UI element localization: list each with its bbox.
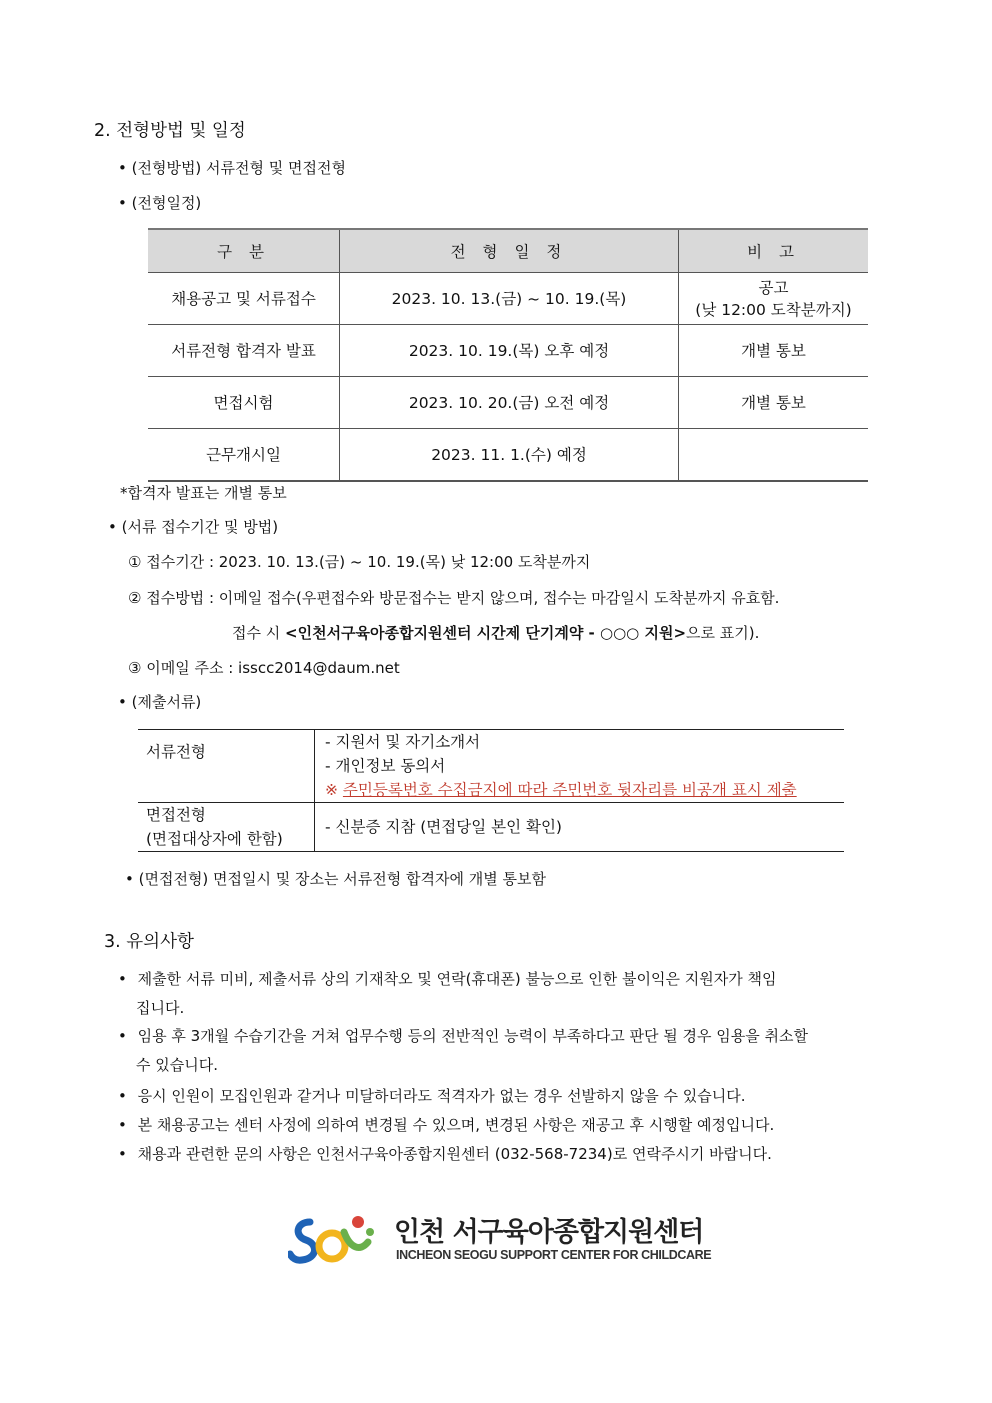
table-row [148, 429, 868, 482]
interview-note: (면접전형) 면접일시 및 장소는 서류전형 합격자에 개별 통보함 [138, 870, 546, 888]
notice-item: • 임용 후 3개월 수습기간을 거쳐 업무수행 등의 전반적인 능력이 부족하다고 판단 될 경우 임용을 취소할 [118, 1027, 809, 1045]
schedule-table [148, 228, 868, 482]
header-date: 전 형 일 정 [340, 229, 679, 273]
notice-text: 채용과 관련한 문의 사항은 인천서구육아종합지원센터 (032-568-7234)로 연락주시기 바랍니다. [137, 1145, 772, 1163]
logo-name-ko: 인천 서구육아종합지원센터 [394, 1217, 704, 1248]
schedule-bullet: • (전형일정) [118, 194, 202, 212]
row-category: 서류전형 합격자 발표 [148, 325, 340, 377]
logo-name-en: INCHEON SEOGU SUPPORT CENTER FOR CHILDCARE [396, 1248, 712, 1262]
receipt-period: ① 접수기간 : 2023. 10. 13.(금) ~ 10. 19.(목) 낮 12:00 도착분까지 [128, 553, 591, 571]
logo-mark-icon [288, 1212, 378, 1272]
schedule-label: (전형일정) [131, 194, 202, 212]
notice-item: • 채용과 관련한 문의 사항은 인천서구육아종합지원센터 (032-568-7234)로 연락주시기 바랍니다. [118, 1145, 772, 1163]
docs-item: - 개인정보 동의서 [325, 757, 446, 775]
notice-text: 제출한 서류 미비, 제출서류 상의 기재착오 및 연락(휴대폰) 불능으로 인한 불이익은 지원자가 책임 [137, 970, 777, 988]
docs-title: (제출서류) [131, 693, 202, 711]
docs-row-interview [138, 803, 844, 852]
row-date: 2023. 10. 20.(금) 오전 예정 [340, 377, 679, 429]
notice-item: • 제출한 서류 미비, 제출서류 상의 기재착오 및 연락(휴대폰) 불능으로 인한 불이익은 지원자가 책임 [118, 970, 777, 988]
method-text: (전형방법) 서류전형 및 면접전형 [131, 159, 347, 177]
docs-key-line2: (면접대상자에 한함) [146, 830, 283, 848]
interview-bullet: • (면접전형) 면접일시 및 장소는 서류전형 합격자에 개별 통보함 [125, 870, 546, 888]
notice-item: • 응시 인원이 모집인원과 같거나 미달하더라도 적격자가 없는 경우 선발하지 않을 수 있습니다. [118, 1087, 746, 1105]
row-category: 채용공고 및 서류접수 [148, 273, 340, 325]
row-category: 근무개시일 [148, 429, 340, 482]
table-row [148, 273, 868, 325]
row-note [679, 273, 869, 325]
docs-items-document [315, 730, 845, 803]
notice-text: 응시 인원이 모집인원과 같거나 미달하더라도 적격자가 없는 경우 선발하지 않을 수 있습니다. [137, 1087, 746, 1105]
receipt-bullet: • (서류 접수기간 및 방법) [108, 518, 279, 536]
receipt-method-cont [232, 622, 759, 643]
section2-title: 2. 전형방법 및 일정 [94, 121, 246, 141]
receipt-title: (서류 접수기간 및 방법) [121, 518, 279, 536]
receipt-method-bold: <인천서구육아종합지원센터 시간제 단기계약 - ○○○ 지원> [285, 624, 687, 642]
row-note-line1: 공고 [758, 278, 789, 297]
row-note: 개별 통보 [679, 325, 869, 377]
row-date: 2023. 10. 13.(금) ~ 10. 19.(목) [340, 273, 679, 325]
receipt-method: ② 접수방법 : 이메일 접수(우편접수와 방문접수는 받지 않으며, 접수는 마감일시 도착분까지 유효함. [128, 589, 780, 607]
header-note: 비 고 [679, 229, 869, 273]
docs-row-document [138, 730, 844, 803]
row-note-line2: (낮 12:00 도착분까지) [695, 300, 852, 319]
docs-key-line1: 면접전형 [146, 806, 206, 824]
warning-mark: ※ [325, 781, 343, 799]
docs-item: - 지원서 및 자기소개서 [325, 733, 481, 751]
section3-title: 3. 유의사항 [104, 932, 194, 952]
notice-text: 본 채용공고는 센터 사정에 의하여 변경될 수 있으며, 변경된 사항은 재공고 후 시행할 예정입니다. [137, 1116, 775, 1134]
table-footnote: *합격자 발표는 개별 통보 [120, 484, 287, 502]
row-note [679, 429, 869, 482]
docs-bullet: • (제출서류) [118, 693, 202, 711]
docs-table [138, 729, 844, 852]
table-row [148, 377, 868, 429]
docs-key-interview [138, 803, 315, 852]
notice-item: • 본 채용공고는 센터 사정에 의하여 변경될 수 있으며, 변경된 사항은 재공고 후 시행할 예정입니다. [118, 1116, 775, 1134]
receipt-method-post: 으로 표기). [686, 624, 760, 642]
receipt-email: ③ 이메일 주소 : isscc2014@daum.net [128, 659, 400, 677]
method-bullet: • (전형방법) 서류전형 및 면접전형 [118, 159, 347, 177]
row-date: 2023. 11. 1.(수) 예정 [340, 429, 679, 482]
center-logo [288, 1210, 712, 1280]
docs-warning [325, 778, 844, 802]
row-date: 2023. 10. 19.(목) 오후 예정 [340, 325, 679, 377]
row-category: 면접시험 [148, 377, 340, 429]
table-row [148, 325, 868, 377]
row-note: 개별 통보 [679, 377, 869, 429]
notice-item-cont: 집니다. [136, 999, 185, 1017]
notice-item-cont: 수 있습니다. [136, 1056, 218, 1074]
notice-text: 임용 후 3개월 수습기간을 거쳐 업무수행 등의 전반적인 능력이 부족하다고 판단 될 경우 임용을 취소할 [137, 1027, 809, 1045]
schedule-header-row [148, 229, 868, 273]
docs-key-document: 서류전형 [138, 730, 315, 803]
warning-text: 주민등록번호 수집금지에 따라 주민번호 뒷자리를 비공개 표시 제출 [342, 781, 797, 799]
receipt-method-pre: 접수 시 [232, 624, 286, 642]
docs-item-interview: - 신분증 지참 (면접당일 본인 확인) [315, 803, 845, 852]
header-category: 구 분 [148, 229, 340, 273]
